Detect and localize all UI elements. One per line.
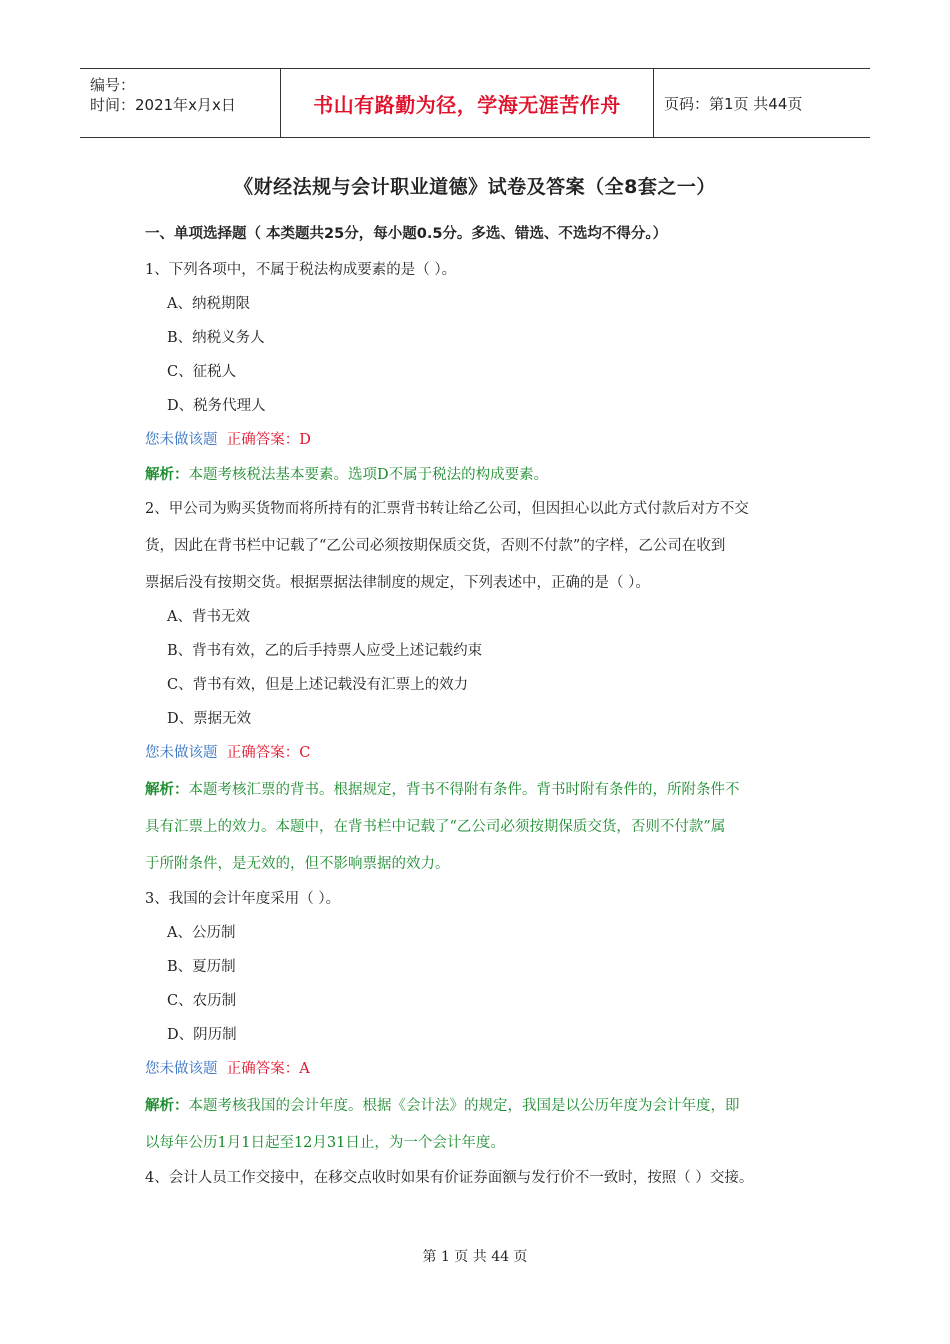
q1-analysis-label: 解析： bbox=[145, 467, 189, 483]
q3-analysis-label: 解析： bbox=[145, 1098, 189, 1114]
header-meta bbox=[80, 69, 281, 137]
q1-option-d: D、税务代理人 bbox=[167, 398, 266, 414]
header-page-info-cell bbox=[654, 69, 870, 137]
q3-option-d: D、阴历制 bbox=[167, 1027, 237, 1043]
q1-analysis bbox=[145, 463, 548, 484]
q2-analysis-line-3: 于所附条件，是无效的，但不影响票据的效力。 bbox=[145, 856, 450, 872]
number-label: 编号： bbox=[90, 76, 136, 94]
q3-option-b: B、夏历制 bbox=[167, 959, 236, 975]
motto: 书山有路勤为径，学海无涯苦作舟 bbox=[313, 92, 621, 117]
q1-analysis-text: 本题考核税法基本要素。选项D不属于税法的构成要素。 bbox=[188, 467, 549, 483]
q1-option-a: A、纳税期限 bbox=[167, 296, 250, 312]
q2-answer-row bbox=[145, 741, 310, 762]
q2-analysis-text-1: 本题考核汇票的背书。根据规定，背书不得附有条件。背书时附有条件的，所附条件不 bbox=[188, 782, 740, 798]
document-title: 《财经法规与会计职业道德》试卷及答案（全8套之一） bbox=[234, 176, 716, 198]
q2-stem-line-1: 2、甲公司为购买货物而将所持有的汇票背书转让给乙公司，但因担心以此方式付款后对方不交 bbox=[145, 501, 749, 517]
q2-option-b: B、背书有效，乙的后手持票人应受上述记载约束 bbox=[167, 643, 483, 659]
q3-not-done: 您未做该题 bbox=[145, 1061, 218, 1077]
q3-option-a: A、公历制 bbox=[167, 925, 236, 941]
q2-option-a: A、背书无效 bbox=[167, 609, 250, 625]
q2-answer: 正确答案：C bbox=[226, 745, 311, 761]
q2-not-done: 您未做该题 bbox=[145, 745, 218, 761]
q3-analysis-line-2: 以每年公历1月1日起至12月31日止，为一个会计年度。 bbox=[145, 1135, 505, 1151]
page-header bbox=[80, 68, 870, 138]
q1-answer: 正确答案：D bbox=[226, 432, 311, 448]
q1-stem: 1、下列各项中，不属于税法构成要素的是（ ）。 bbox=[145, 262, 457, 278]
q3-stem: 3、我国的会计年度采用（ ）。 bbox=[145, 891, 341, 907]
q2-analysis-line-2: 具有汇票上的效力。本题中，在背书栏中记载了“乙公司必须按期保质交货，否则不付款”属 bbox=[145, 819, 726, 835]
section-heading: 一、单项选择题（ 本类题共25分，每小题0.5分。多选、错选、不选均不得分。） bbox=[145, 226, 668, 242]
q2-stem-line-2: 货，因此在背书栏中记载了“乙公司必须按期保质交货，否则不付款”的字样，乙公司在收到 bbox=[145, 538, 726, 554]
q3-answer-row bbox=[145, 1057, 310, 1078]
q2-option-d: D、票据无效 bbox=[167, 711, 252, 727]
q3-analysis-text-1: 本题考核我国的会计年度。根据《会计法》的规定，我国是以公历年度为会计年度，即 bbox=[188, 1098, 740, 1114]
q1-option-c: C、征税人 bbox=[167, 364, 237, 380]
header-motto-cell bbox=[281, 69, 654, 137]
q3-option-c: C、农历制 bbox=[167, 993, 237, 1009]
q1-option-b: B、纳税义务人 bbox=[167, 330, 265, 346]
time-label: 时间：2021年x月x日 bbox=[90, 96, 236, 114]
page-footer: 第 1 页 共 44 页 bbox=[422, 1249, 528, 1265]
q1-not-done: 您未做该题 bbox=[145, 432, 218, 448]
q3-answer: 正确答案：A bbox=[226, 1061, 310, 1077]
q2-analysis-line-1 bbox=[145, 778, 740, 799]
q4-stem: 4、会计人员工作交接中，在移交点收时如果有价证券面额与发行价不一致时，按照（ ）交接。 bbox=[145, 1170, 754, 1186]
q2-stem-line-3: 票据后没有按期交货。根据票据法律制度的规定，下列表述中，正确的是（ ）。 bbox=[145, 575, 650, 591]
q3-analysis-line-1 bbox=[145, 1094, 740, 1115]
page-info: 页码：第1页 共44页 bbox=[664, 94, 803, 113]
q2-option-c: C、背书有效，但是上述记载没有汇票上的效力 bbox=[167, 677, 469, 693]
q2-analysis-label: 解析： bbox=[145, 782, 189, 798]
q1-answer-row bbox=[145, 428, 311, 449]
